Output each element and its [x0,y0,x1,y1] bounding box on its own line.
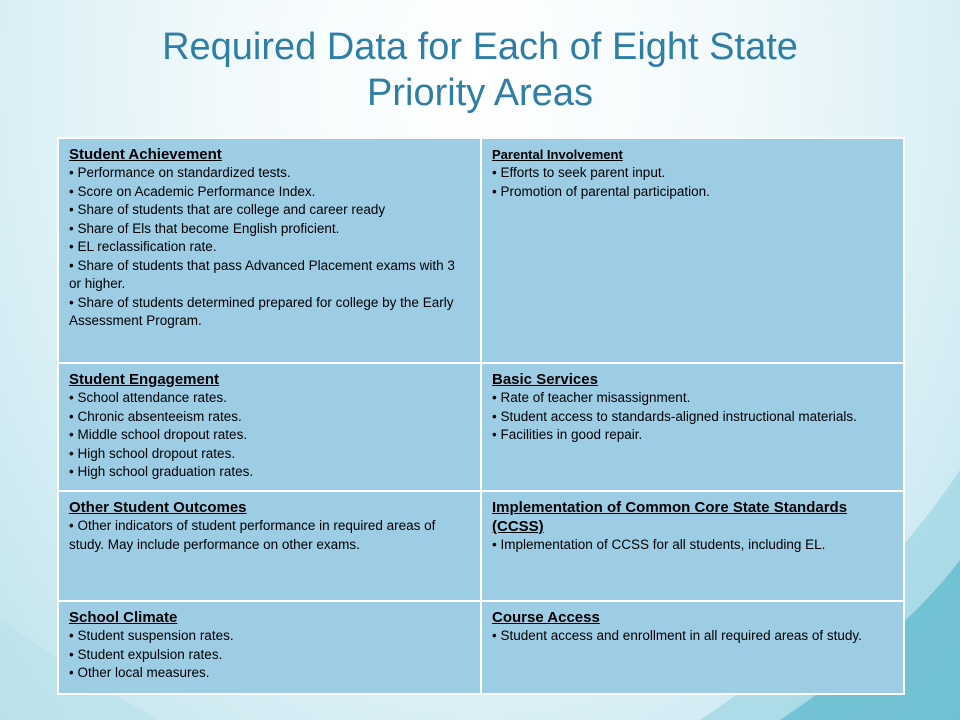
slide-title-line-2: Priority Areas [367,72,593,114]
list-item: • School attendance rates. [69,390,227,405]
table-row [58,601,904,694]
list-item: • High school graduation rates. [69,464,254,479]
list-item: • Chronic absenteeism rates. [69,408,242,424]
list-item: • Other local measures. [69,665,210,680]
list-item: • Other indicators of student performance in required areas of study. May include performance on other exams. [69,518,436,552]
table-row [58,363,904,491]
cell-basic-services [481,363,904,491]
list-item: • Promotion of parental participation. [492,183,710,199]
slide-title-line-1: Required Data for Each of Eight State [162,26,798,68]
cell-other-student-outcomes [58,491,481,601]
heading-student-engagement: Student Engagement [69,371,220,388]
list-item: • Student access and enrollment in all required areas of study. [492,628,862,643]
list-item: • Student suspension rates. [69,628,234,643]
cell-ccss [481,491,904,601]
table-row [58,138,904,363]
cell-school-climate [58,601,481,694]
list-item: • Share of students that pass Advanced Placement exams with 3 or higher. [69,257,455,291]
list-item: • Student expulsion rates. [69,646,223,662]
heading-other-student-outcomes: Other Student Outcomes [69,499,247,516]
heading-course-access: Course Access [492,609,600,626]
heading-basic-services: Basic Services [492,371,598,388]
list-item: • Share of students that are college and career ready [69,202,386,217]
list-item: • Share of Els that become English proficient. [69,220,340,236]
table-row [58,491,904,601]
cell-student-achievement [58,138,481,363]
cell-parental-involvement [481,138,904,363]
slide-title [40,24,920,116]
list-item: • High school dropout rates. [69,445,236,461]
list-item: • Score on Academic Performance Index. [69,183,316,199]
priority-areas-table [57,137,905,695]
list-item: • Student access to standards-aligned instructional materials. [492,408,857,424]
list-item: • Efforts to seek parent input. [492,165,666,180]
list-item: • Middle school dropout rates. [69,427,248,442]
cell-student-engagement [58,363,481,491]
list-item: • Performance on standardized tests. [69,165,291,180]
list-item: • Share of students determined prepared for college by the Early Assessment Program. [69,294,454,328]
list-item: • Facilities in good repair. [492,427,643,442]
list-item: • EL reclassification rate. [69,239,217,254]
heading-student-achievement: Student Achievement [69,146,222,163]
heading-school-climate: School Climate [69,609,178,626]
cell-course-access [481,601,904,694]
list-item: • Rate of teacher misassignment. [492,390,691,405]
list-item: • Implementation of CCSS for all students, including EL. [492,537,826,552]
heading-parental-involvement: Parental Involvement [492,147,623,162]
heading-ccss: Implementation of Common Core State Standards (CCSS) [492,499,848,535]
